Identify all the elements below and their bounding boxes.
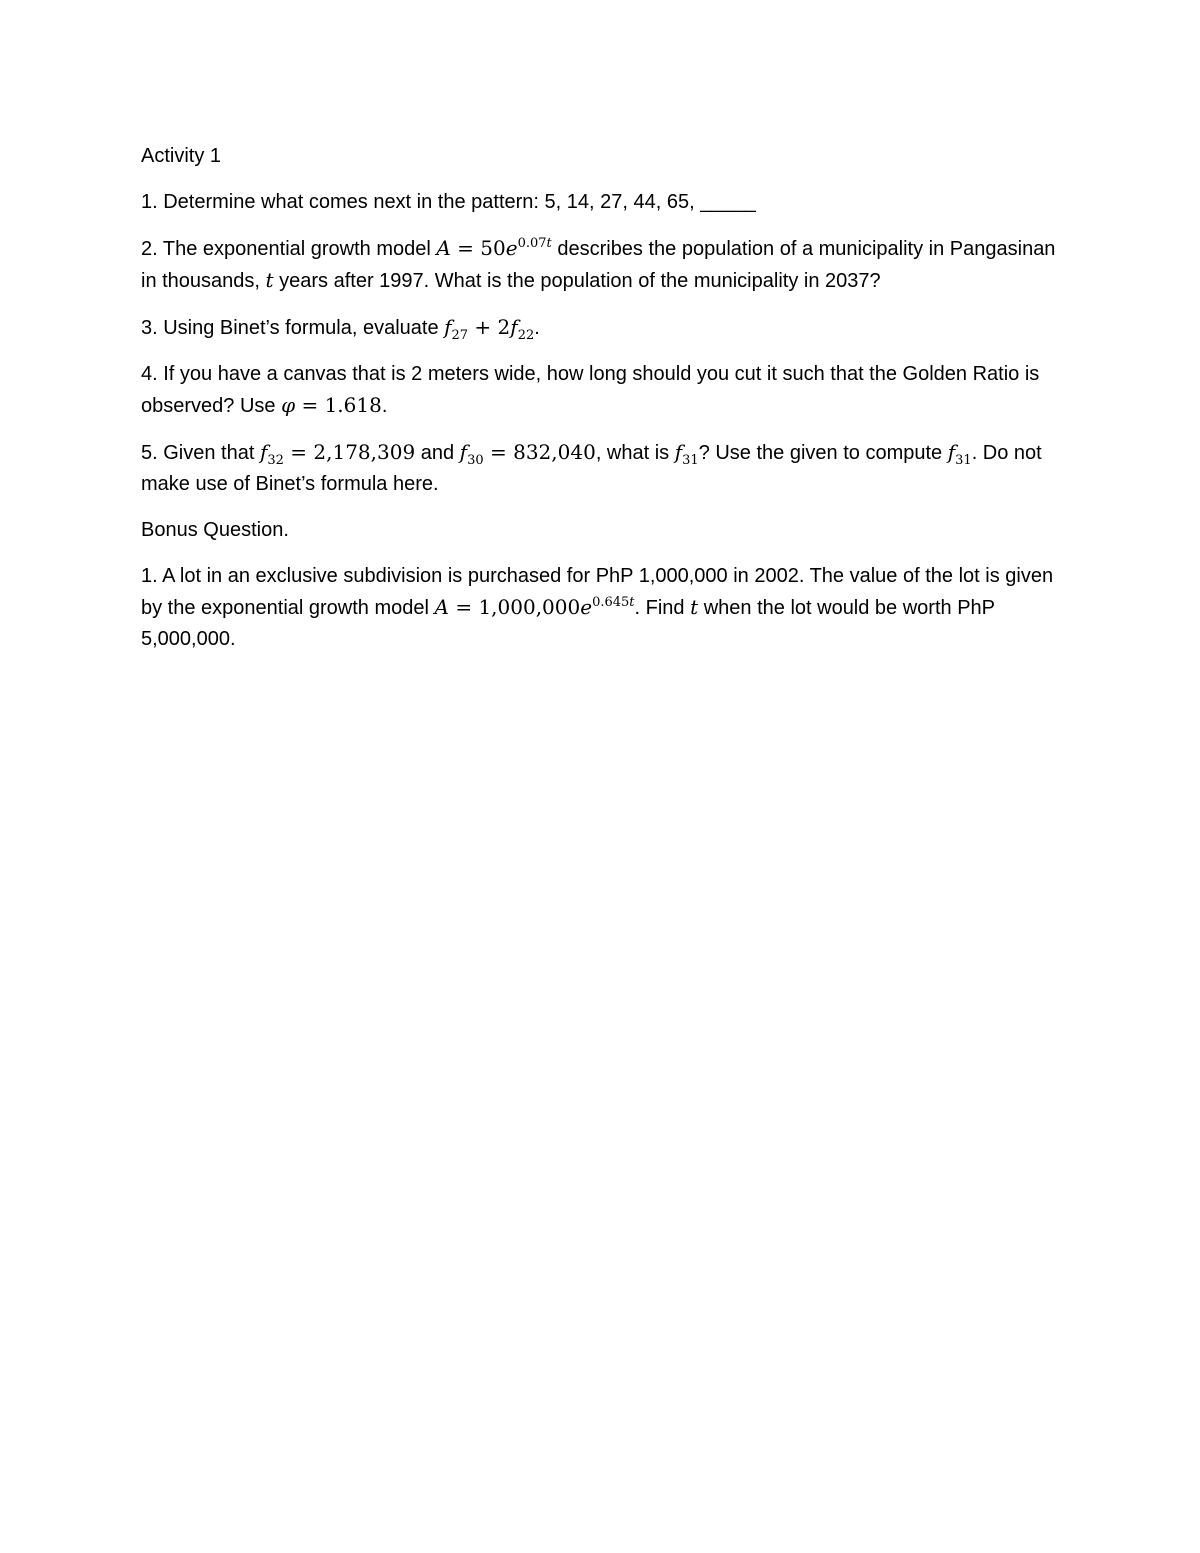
q3-text-1: 3. Using Binet’s formula, evaluate [141, 317, 445, 339]
q2-exp-num: 0.07 [517, 236, 547, 251]
bonus-text-3: when the lot would be worth PhP 5,000,000. [141, 597, 995, 650]
question-5 [141, 437, 1071, 500]
q2-math-e: e [505, 236, 518, 260]
bonus-exp-var: t [629, 595, 635, 610]
bonus-math-var-a: A [434, 595, 449, 619]
bonus-question-1 [141, 561, 1071, 655]
q3-math-op: + 2 [468, 315, 511, 339]
q2-math-var-a: A [436, 236, 451, 260]
q5-text-5: . Do not make use of Binet’s formula here. [141, 442, 1042, 495]
q2-math-exponent [518, 236, 552, 251]
q3-math-f2: f [510, 315, 518, 339]
q5-math-sub-32: 32 [267, 453, 284, 468]
document-body [141, 141, 1071, 670]
q5-math-f31b: f [947, 440, 956, 464]
q5-math-f31a: f [674, 440, 683, 464]
q5-text-1: 5. Given that [141, 442, 260, 464]
q2-text-1: 2. The exponential growth model [141, 238, 437, 260]
q5-math-value-32: = 2,178,309 [283, 440, 416, 464]
q5-math-sub-31a: 31 [682, 453, 699, 468]
q3-period: . [534, 317, 540, 339]
q5-text-3: , what is [595, 442, 675, 464]
q5-math-f30: f [459, 440, 468, 464]
q2-math-var-t: t [265, 268, 274, 292]
q5-text-2: and [415, 442, 460, 464]
q2-text-3: years after 1997. What is the population of the municipality in 2037? [273, 270, 881, 292]
question-4 [141, 359, 1071, 422]
q2-exp-var: t [546, 236, 552, 251]
question-3 [141, 312, 1071, 344]
bonus-math-var-t: t [690, 595, 699, 619]
q2-math-eq: = 50 [450, 236, 506, 260]
q5-math-sub-30: 30 [467, 453, 484, 468]
q5-text-4: ? Use the given to compute [698, 442, 948, 464]
q3-math-sub-1: 27 [451, 328, 469, 343]
question-2 [141, 233, 1071, 297]
q4-math-value: = 1.618 [295, 393, 382, 417]
bonus-text-1: 1. A lot in an exclusive subdivision is purchased for PhP 1,000,000 in 2002. The value of the lot is given by the exponential growth model [141, 565, 1054, 619]
bonus-math-eq: = 1,000,000 [448, 595, 581, 619]
q3-math-f1: f [444, 315, 452, 339]
bonus-math-e: e [580, 595, 593, 619]
q2-text-2: describes the population of a municipality in Pangasinan in thousands, [141, 238, 1056, 292]
activity-title: Activity 1 [141, 145, 222, 167]
q5-math-sub-31b: 31 [955, 453, 972, 468]
q5-math-value-30: = 832,040 [483, 440, 596, 464]
bonus-exp-num: 0.645 [592, 595, 630, 610]
bonus-math-exponent [592, 595, 634, 610]
bonus-heading: Bonus Question. [141, 519, 289, 541]
q3-math-sub-2: 22 [517, 328, 535, 343]
question-1: 1. Determine what comes next in the pattern: 5, 14, 27, 44, 65, _____ [141, 191, 756, 213]
q5-math-f32: f [259, 440, 268, 464]
q4-text-1: 4. If you have a canvas that is 2 meters wide, how long should you cut it such that the Golden Ratio is observed? Use [141, 363, 1040, 417]
q4-period: . [381, 395, 388, 417]
q4-math-phi: φ [281, 393, 296, 417]
bonus-text-2: . Find [634, 597, 691, 619]
